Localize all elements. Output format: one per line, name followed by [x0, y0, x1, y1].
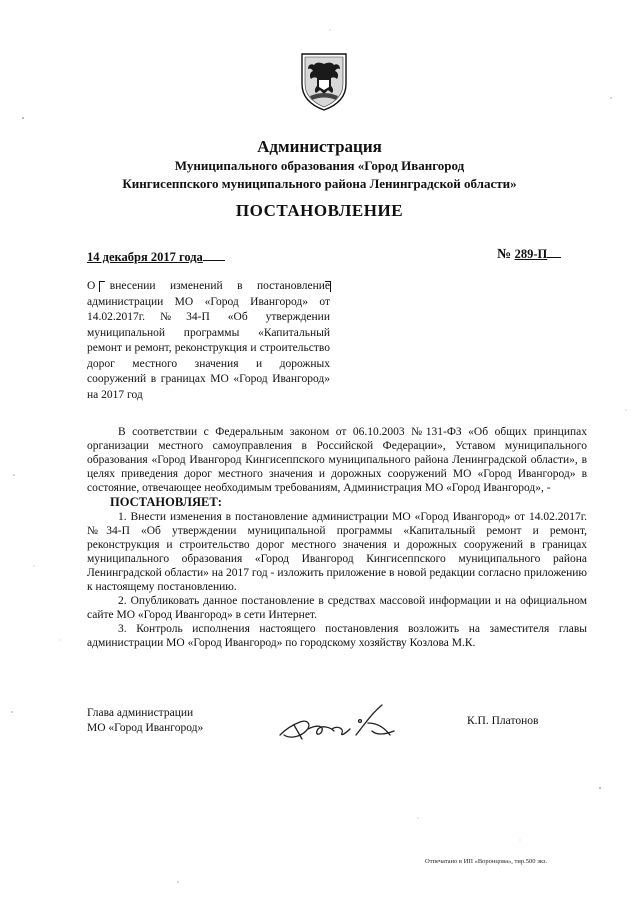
decree-item-2: 2. Опубликовать данное постановление в средствах массовой информации и на официальном сайте МО «Город Ивангород» в сети Интернет.	[87, 595, 587, 622]
signatory-position	[87, 706, 203, 736]
municipality-line: Муниципального образования «Город Ивангород	[174, 158, 465, 173]
signatory-name: К.П. Платонов	[467, 715, 539, 727]
document-number	[497, 247, 561, 263]
printed-note: Отпечатано в ИП «Воронцова», тир.500 экз.	[425, 858, 548, 865]
document-date-value: 14 декабря 2017 года	[87, 250, 203, 264]
document-body	[87, 425, 587, 651]
document-type: ПОСТАНОВЛЕНИЕ	[235, 201, 404, 220]
document-date	[87, 250, 225, 265]
decree-heading: ПОСТАНОВЛЯЕТ:	[110, 495, 222, 510]
document-subject	[87, 279, 330, 403]
document-number-value: 289-П	[514, 247, 548, 261]
decree-item-1: 1. Внести изменения в постановление администрации МО «Город Ивангород» от 14.02.2017г. №34-П «Об утверждении муниципальной программы «Капитальный ремонт и ремонт, реконструкция и строительство дорог местного значения и дорожных сооружений в границах муниципального образования «Город Ивангород Кингисеппского муниципального района Ленинградской области» на 2017 год - изложить приложение в новой редакции согласно приложению к настоящему постановлению.	[87, 510, 587, 594]
position-line-2: МО «Город Ивангород»	[87, 722, 204, 734]
preamble-paragraph: В соответствии с Федеральным законом от 06.10.2003 №131-ФЗ «Об общих принципах организации местного самоуправления в Российской Федерации», Уставом муниципального образования «Город Ивангород Кингисеппского муниципального района Ленинградской области», в целях приведения дорог местного значения и дорожных сооружений МО «Город Ивангород» в состояние, отвечающее необходимым требованиям, Администрация МО «Город Ивангород», -	[87, 426, 587, 495]
decree-item-3: 3. Контроль исполнения настоящего постановления возложить на заместителя главы администрации МО «Город Ивангород» по городскому хозяйству Козлова М.К.	[87, 623, 587, 650]
coat-of-arms-emblem	[298, 50, 350, 112]
handwritten-signature	[272, 695, 402, 750]
position-line-1: Глава администрации	[87, 707, 194, 719]
number-sign: №	[497, 247, 512, 262]
subject-text: О внесении изменений в постановление администрации МО «Город Ивангород» от 14.02.2017г.№34-П «Об утверждении муниципальной программы «Капитальный ремонт и ремонт, реконструкция и строительство дорог местного значения и дорожных сооружений в границах МО «Город Ивангород» на 2017 год	[87, 280, 330, 401]
district-line: Кингисеппского муниципального района Ленинградской области»	[122, 176, 517, 191]
administration-title: Администрация	[257, 137, 382, 156]
